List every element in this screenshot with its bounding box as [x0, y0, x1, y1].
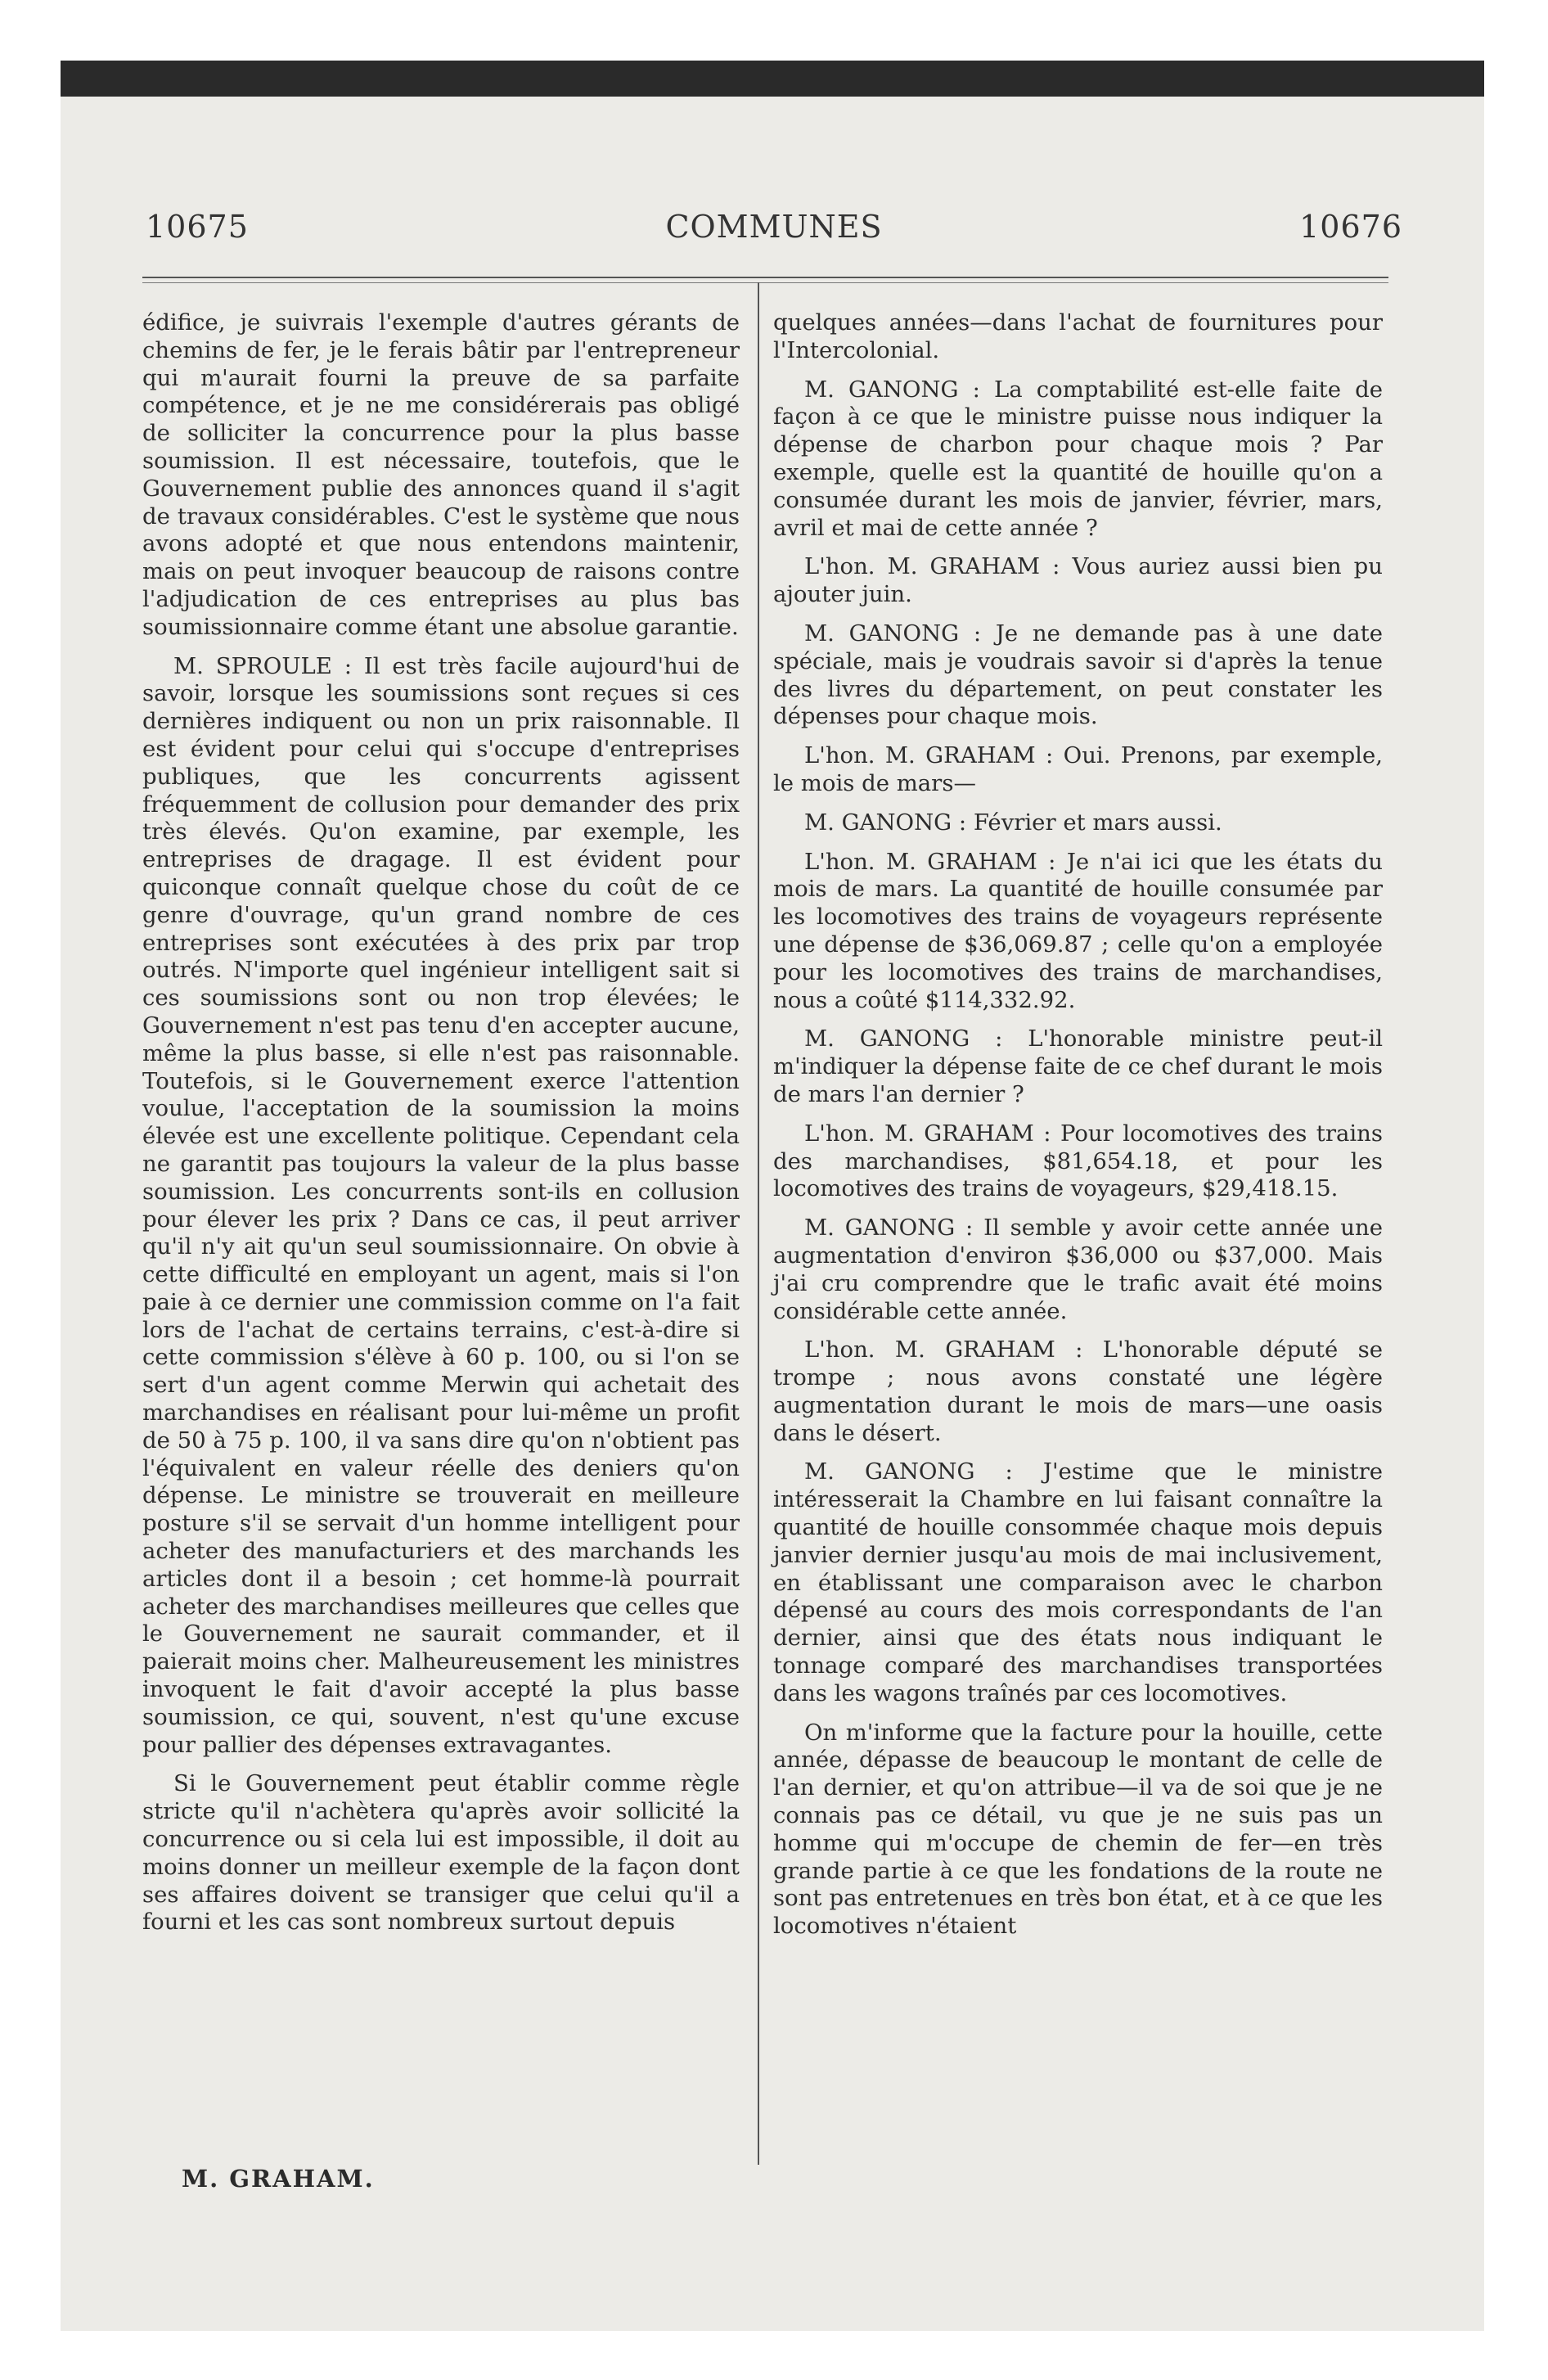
- paragraph: L'hon. M. GRAHAM : Pour locomotives des trains des marchandises, $81,654.18, et pour les locomotives des trains de voyageurs, $29,418.15.: [773, 1120, 1383, 1202]
- paragraph: L'hon. M. GRAHAM : Vous auriez aussi bien pu ajouter juin.: [773, 553, 1383, 608]
- scan-top-border: [61, 61, 1484, 97]
- column-divider: [758, 282, 759, 2165]
- paragraph: M. GANONG : J'estime que le ministre intéresserait la Chambre en lui faisant connaître la quantité de houille consommée chaque mois depuis janvier dernier jusqu'au mois de mai inclusivement, en établissant une comparaison avec le charbon dépensé au cours des mois correspondants de l'an dernier, ainsi que des états nous indiquant le tonnage comparé des marchandises transportées dans les wagons traînés par ces locomotives.: [773, 1458, 1383, 1706]
- paragraph: M. GANONG : L'honorable ministre peut-il m'indiquer la dépense faite de ce chef durant le mois de mars l'an dernier ?: [773, 1025, 1383, 1107]
- paragraph: L'hon. M. GRAHAM : L'honorable député se trompe ; nous avons constaté une légère augmentation durant le mois de mars—une oasis dans le désert.: [773, 1336, 1383, 1446]
- paragraph: M. GANONG : La comptabilité est-elle faite de façon à ce que le ministre puisse nous indiquer la dépense de charbon pour chaque mois ? Par exemple, quelle est la quantité de houille qu'on a consumée durant les mois de janvier, février, mars, avril et mai de cette année ?: [773, 376, 1383, 541]
- paragraph: quelques années—dans l'achat de fournitures pour l'Intercolonial.: [773, 309, 1383, 363]
- header-rule: [142, 277, 1388, 278]
- paragraph: M. GANONG : Février et mars aussi.: [804, 809, 1222, 836]
- right-page-number: 10676: [1299, 209, 1402, 245]
- running-title: COMMUNES: [665, 209, 883, 245]
- paragraph: Si le Gouvernement peut établir comme règle stricte qu'il n'achètera qu'après avoir sollicité la concurrence ou si cela lui est impossible, il doit au moins donner un meilleur exemple de la façon dont ses affaires doivent se transiger que celui qu'il a fourni et les cas sont nombreux surtout depuis: [142, 1770, 740, 1936]
- left-column: [142, 309, 740, 1948]
- right-column: [773, 309, 1383, 1952]
- paragraph: On m'informe que la facture pour la houille, cette année, dépasse de beaucoup le montant de celle de l'an dernier, et qu'on attribue—il va de soi que je ne connais pas ce détail, vu que je ne suis pas un homme qui m'occupe de chemin de fer—en très grande partie à ce que les fondations de la route ne sont pas entretenues en très bon état, et à ce que les locomotives n'étaient: [773, 1719, 1383, 1940]
- left-page-number: 10675: [146, 209, 249, 245]
- speaker-signature: M. GRAHAM.: [182, 2165, 375, 2193]
- paragraph: M. GANONG : Je ne demande pas à une date spéciale, mais je voudrais savoir si d'après la tenue des livres du département, on peut constater les dépenses pour chaque mois.: [773, 620, 1383, 730]
- paragraph: L'hon. M. GRAHAM : Oui. Prenons, par exemple, le mois de mars—: [773, 742, 1383, 796]
- paragraph: L'hon. M. GRAHAM : Je n'ai ici que les états du mois de mars. La quantité de houille consumée par les locomotives des trains de voyageurs représente une dépense de $36,069.87 ; celle qu'on a employée pour les locomotives des trains de marchandises, nous a coûté $114,332.92.: [773, 848, 1383, 1013]
- paragraph: M. SPROULE : Il est très facile aujourd'hui de savoir, lorsque les soumissions sont reçues si ces dernières indiquent ou non un prix raisonnable. Il est évident pour celui qui s'occupe d'entreprises publiques, que les concurrents agissent fréquemment de collusion pour demander des prix très élevés. Qu'on examine, par exemple, les entreprises de dragage. Il est évident pour quiconque connaît quelque chose du coût de ce genre d'ouvrage, qu'un grand nombre de ces entreprises sont exécutées à des prix par trop outrés. N'importe quel ingénieur intelligent sait si ces soumissions sont ou non trop élevées; le Gouvernement n'est pas tenu d'en accepter aucune, même la plus basse, si elle n'est pas raisonnable. Toutefois, si le Gouvernement exerce l'attention voulue, l'acceptation de la soumission la moins élevée est une excellente politique. Cependant cela ne garantit pas toujours la valeur de la plus basse soumission. Les concurrents sont-ils en collusion pour élever les prix ? Dans ce cas, il peut arriver qu'il n'y ait qu'un seul soumissionnaire. On obvie à cette difficulté en employant un agent, mais si l'on paie à ce dernier une commission comme on l'a fait lors de l'achat de certains terrains, c'est-à-dire si cette commission s'élève à 60 p. 100, ou si l'on se sert d'un agent comme Merwin qui achetait des marchandises en réalisant pour lui-même un profit de 50 à 75 p. 100, il va sans dire qu'on n'obtient pas l'équivalent en valeur réelle des deniers qu'on dépense. Le ministre se trouverait en meilleure posture s'il se servait d'un homme intelligent pour acheter des manufacturiers et des marchands les articles dont il a besoin ; cet homme-là pourrait acheter des marchandises meilleures que celles que le Gouvernement ne saurait commander, et il paierait moins cher. Malheureusement les ministres invoquent le fait d'avoir accepté la plus basse soumission, ce qui, souvent, n'est qu'une excuse pour pallier des dépenses extravagantes.: [142, 652, 740, 1758]
- paragraph: M. GANONG : Il semble y avoir cette année une augmentation d'environ $36,000 ou $37,000. Mais j'ai cru comprendre que le trafic avait été moins considérable cette année.: [773, 1215, 1383, 1324]
- paragraph: édifice, je suivrais l'exemple d'autres gérants de chemins de fer, je le ferais bâtir par l'entrepreneur qui m'aurait fourni la preuve de sa parfaite compétence, et je ne me considérerais pas obligé de solliciter la concurrence pour la plus basse soumission. Il est nécessaire, toutefois, que le Gouvernement publie des annonces quand il s'agit de travaux considérables. C'est le système que nous avons adopté et que nous entendons maintenir, mais on peut invoquer beaucoup de raisons contre l'adjudication de ces entreprises au plus bas soumissionnaire comme étant une absolue garantie.: [142, 309, 740, 640]
- header-rule-secondary: [142, 282, 1388, 283]
